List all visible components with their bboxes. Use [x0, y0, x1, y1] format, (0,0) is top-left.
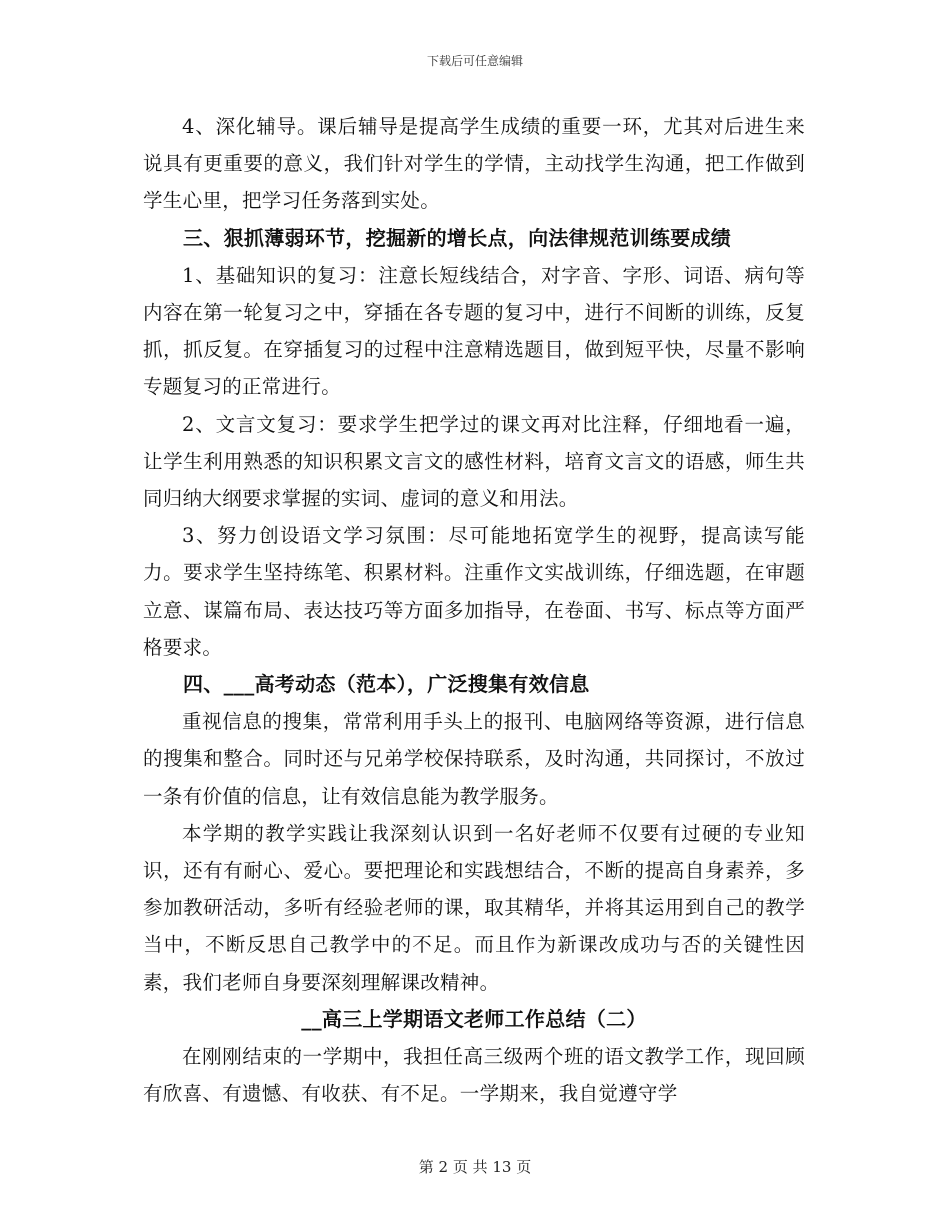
- page-header: 下载后可任意编辑: [426, 54, 523, 68]
- page-footer: 第 2 页 共 13 页: [418, 1158, 532, 1176]
- paragraph-learning-atmosphere: 3、努力创设语文学习氛围：尽可能地拓宽学生的视野，提高读写能力。要求学生坚持练笔、积累材料。注重作文实战训练，仔细选题，在审题立意、谋篇布局、表达技巧等方面多加指导，在卷面、书写、标点等方面严格要求。: [143, 524, 805, 659]
- paragraph-tutoring: 4、深化辅导。课后辅导是提高学生成绩的重要一环，尤其对后进生来说具有更重要的意义，我们针对学生的学情，主动找学生沟通，把工作做到学生心里，把学习任务落到实处。: [143, 115, 805, 213]
- paragraph-reflection: 本学期的教学实践让我深刻认识到一名好老师不仅要有过硬的专业知识，还有有耐心、爱心。要把理论和实践想结合，不断的提高自身素养，多参加教研活动，多听有经验老师的课，取其精华，并将其运用到自己的教学当中，不断反思自己教学中的不足。而且作为新课改成功与否的关键性因素，我们老师自身要深刻理解课改精神。: [143, 821, 805, 994]
- paragraph-summary-intro: 在刚刚结束的一学期中，我担任高三级两个班的语文教学工作，现回顾有欣喜、有遗憾、有收获、有不足。一学期来，我自觉遵守学: [143, 1045, 805, 1106]
- document-body: [143, 108, 805, 1112]
- document-title-2: __高三上学期语文老师工作总结（二）: [301, 1006, 647, 1031]
- paragraph-information: 重视信息的搜集，常常利用手头上的报刊、电脑网络等资源，进行信息的搜集和整合。同时还与兄弟学校保持联系，及时沟通，共同探讨，不放过一条有价值的信息，让有效信息能为教学服务。: [143, 710, 805, 808]
- section-heading-3: 三、狠抓薄弱环节，挖掘新的增长点，向法律规范训练要成绩: [183, 225, 732, 250]
- paragraph-classical-chinese: 2、文言文复习：要求学生把学过的课文再对比注释，仔细地看一遍，让学生利用熟悉的知识积累文言文的感性材料，培育文言文的语感，师生共同归纳大纲要求掌握的实词、虚词的意义和用法。: [143, 412, 805, 511]
- section-heading-4: 四、___高考动态（范本），广泛搜集有效信息: [183, 672, 590, 697]
- paragraph-basic-knowledge: 1、基础知识的复习：注意长短线结合，对字音、字形、词语、病句等内容在第一轮复习之中，穿插在各专题的复习中，进行不间断的训练，反复抓，抓反复。在穿插复习的过程中注意精选题目，做到短平快，尽量不影响专题复习的正常进行。: [143, 263, 805, 399]
